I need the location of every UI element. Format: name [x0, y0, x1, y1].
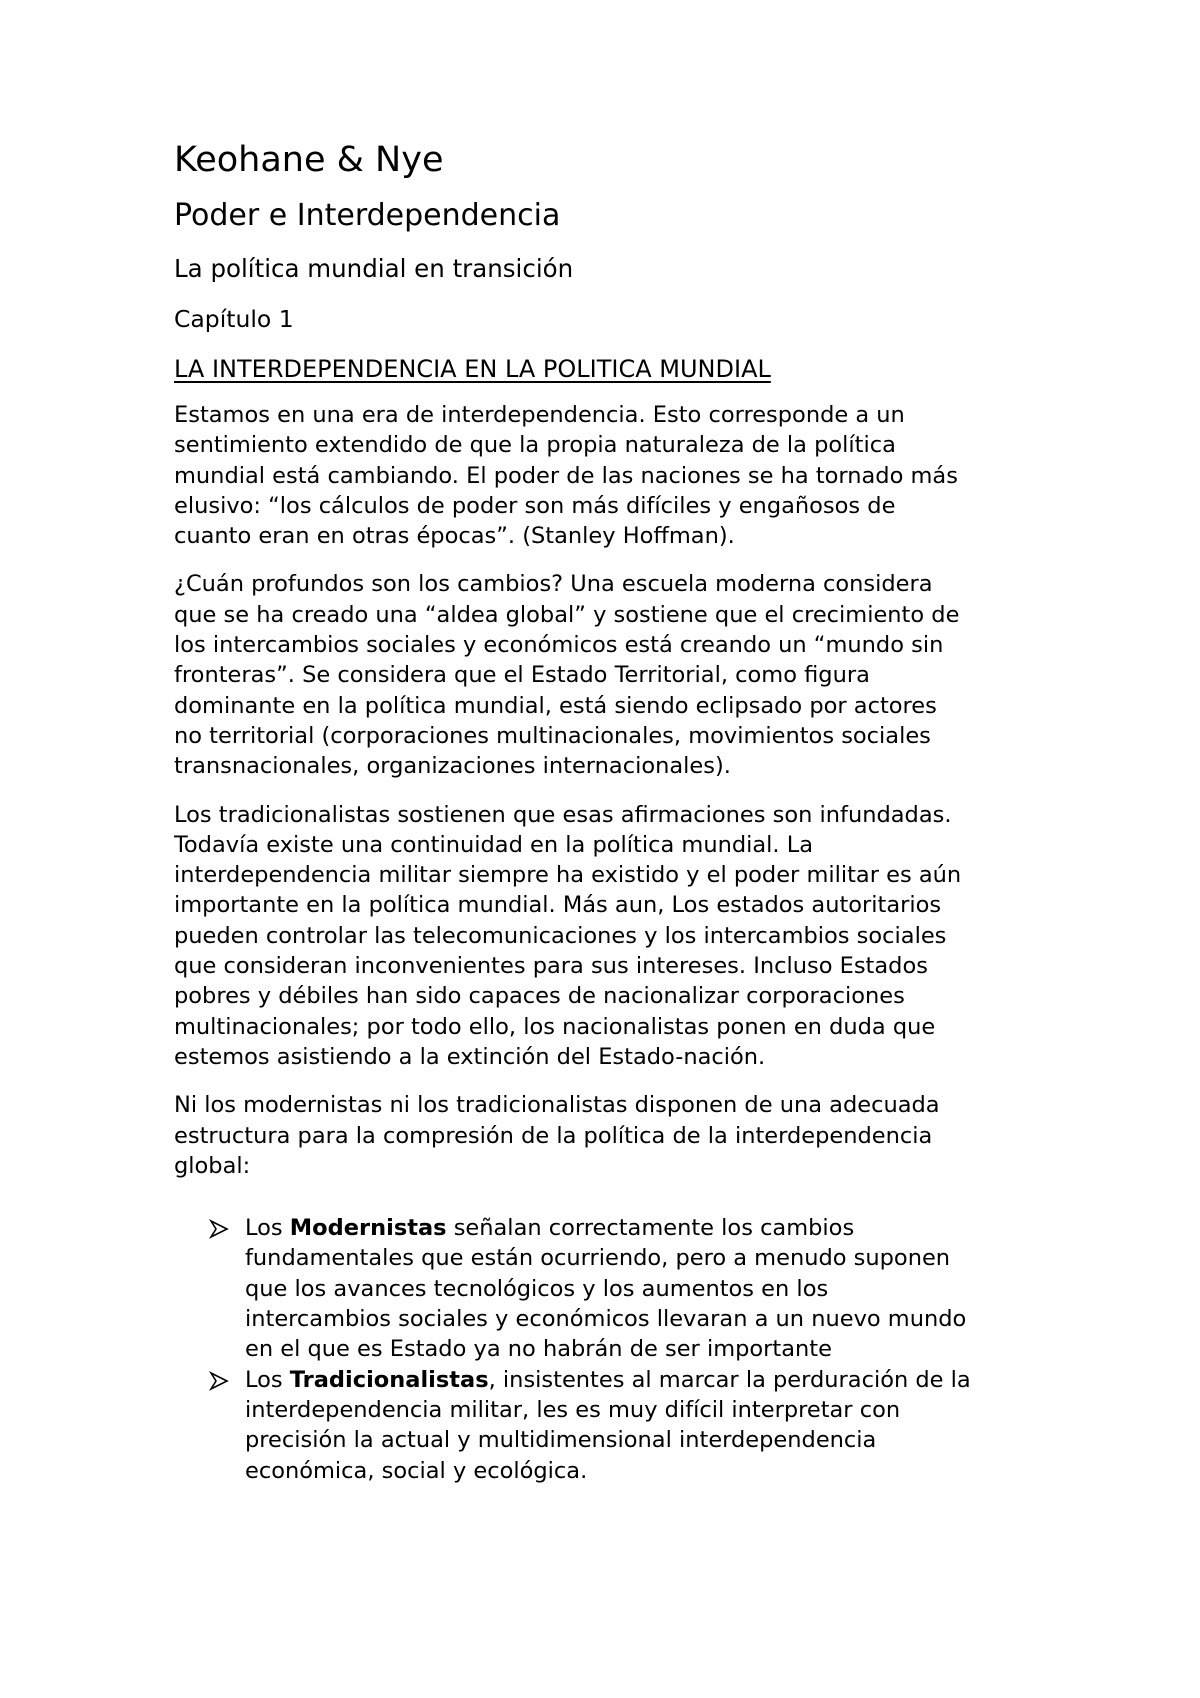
- paragraph: [174, 1090, 1054, 1181]
- paragraph-line: Todavía existe una continuidad en la política mundial. La: [174, 831, 814, 858]
- bullet-line: en el que es Estado ya no habrán de ser importante: [245, 1336, 832, 1363]
- bullet-list: [174, 1213, 1054, 1486]
- document-tagline: La política mundial en transición: [174, 254, 574, 283]
- arrowhead-bullet-icon: [209, 1219, 229, 1239]
- paragraph-line: estemos asistiendo a la extinción del Estado-nación.: [174, 1043, 766, 1070]
- paragraph: [174, 569, 1054, 781]
- paragraph-line: no territorial (corporaciones multinacionales, movimientos sociales: [174, 722, 931, 749]
- bullet-item-tradicionalistas: [172, 1365, 1054, 1486]
- paragraph-line: global:: [174, 1152, 251, 1179]
- bullet-line: interdependencia militar, les es muy difícil interpretar con: [245, 1396, 901, 1423]
- document-subtitle: Poder e Interdependencia: [174, 198, 561, 233]
- bullet-first-line: [245, 1213, 1054, 1243]
- paragraph-line: Los tradicionalistas sostienen que esas afirmaciones son infundadas.: [174, 801, 952, 828]
- bullet-line: que los avances tecnológicos y los aumentos en los: [245, 1275, 829, 1302]
- paragraph-line: pobres y débiles han sido capaces de nacionalizar corporaciones: [174, 983, 905, 1010]
- paragraph-line: fronteras”. Se considera que el Estado Territorial, como figura: [174, 662, 870, 689]
- paragraph-line: Estamos en una era de interdependencia. Esto corresponde a un: [174, 402, 905, 428]
- chapter-heading: Capítulo 1: [174, 305, 294, 333]
- arrowhead-bullet-icon: [209, 1371, 229, 1391]
- paragraph-line: transnacionales, organizaciones internacionales).: [174, 753, 731, 780]
- paragraph-line: sentimiento extendido de que la propia naturaleza de la política: [174, 432, 896, 459]
- paragraph-line: pueden controlar las telecomunicaciones y los intercambios sociales: [174, 922, 947, 949]
- document-page: [174, 138, 1054, 1486]
- paragraph-line: interdependencia militar siempre ha existido y el poder militar es aún: [174, 862, 962, 889]
- bullet-line: precisión la actual y multidimensional interdependencia: [245, 1427, 877, 1454]
- paragraph-line: elusivo: “los cálculos de poder son más difíciles y engañosos de: [174, 492, 896, 519]
- bullet-bold-term: Modernistas: [289, 1215, 447, 1242]
- paragraph-line: ¿Cuán profundos son los cambios? Una escuela moderna considera: [174, 571, 933, 598]
- bullet-line: fundamentales que están ocurriendo, pero a menudo suponen: [245, 1245, 951, 1272]
- paragraph-line: estructura para la compresión de la política de la interdependencia: [174, 1122, 933, 1149]
- paragraph-line: Ni los modernistas ni los tradicionalistas disponen de una adecuada: [174, 1092, 940, 1119]
- bullet-line: económica, social y ecológica.: [245, 1457, 588, 1484]
- bullet-line: intercambios sociales y económicos llevaran a un nuevo mundo: [245, 1306, 967, 1333]
- bullet-bold-term: Tradicionalistas: [289, 1366, 489, 1393]
- document-title: Keohane & Nye: [174, 140, 444, 180]
- bullet-first-line-rest: señalan correctamente los cambios: [446, 1215, 855, 1242]
- bullet-prefix: Los: [245, 1215, 290, 1242]
- section-heading: LA INTERDEPENDENCIA EN LA POLITICA MUNDIAL: [174, 355, 771, 383]
- bullet-prefix: Los: [245, 1366, 290, 1393]
- paragraph-line: multinacionales; por todo ello, los nacionalistas ponen en duda que: [174, 1013, 936, 1040]
- bullet-item-modernistas: [172, 1213, 1054, 1364]
- paragraph: [174, 800, 1054, 1073]
- paragraph: [174, 400, 1054, 551]
- paragraph-line: que consideran inconvenientes para sus intereses. Incluso Estados: [174, 953, 928, 980]
- bullet-first-line: [245, 1365, 1054, 1395]
- paragraph-line: dominante en la política mundial, está siendo eclipsado por actores: [174, 692, 937, 719]
- paragraph-line: los intercambios sociales y económicos está creando un “mundo sin: [174, 632, 944, 659]
- bullet-first-line-rest: , insistentes al marcar la perduración de la: [488, 1366, 971, 1393]
- paragraph-line: que se ha creado una “aldea global” y sostiene que el crecimiento de: [174, 601, 960, 628]
- paragraph-line: mundial está cambiando. El poder de las naciones se ha tornado más: [174, 462, 958, 489]
- paragraph-line: importante en la política mundial. Más aun, Los estados autoritarios: [174, 892, 942, 919]
- paragraph-line: cuanto eran en otras épocas”. (Stanley Hoffman).: [174, 523, 735, 550]
